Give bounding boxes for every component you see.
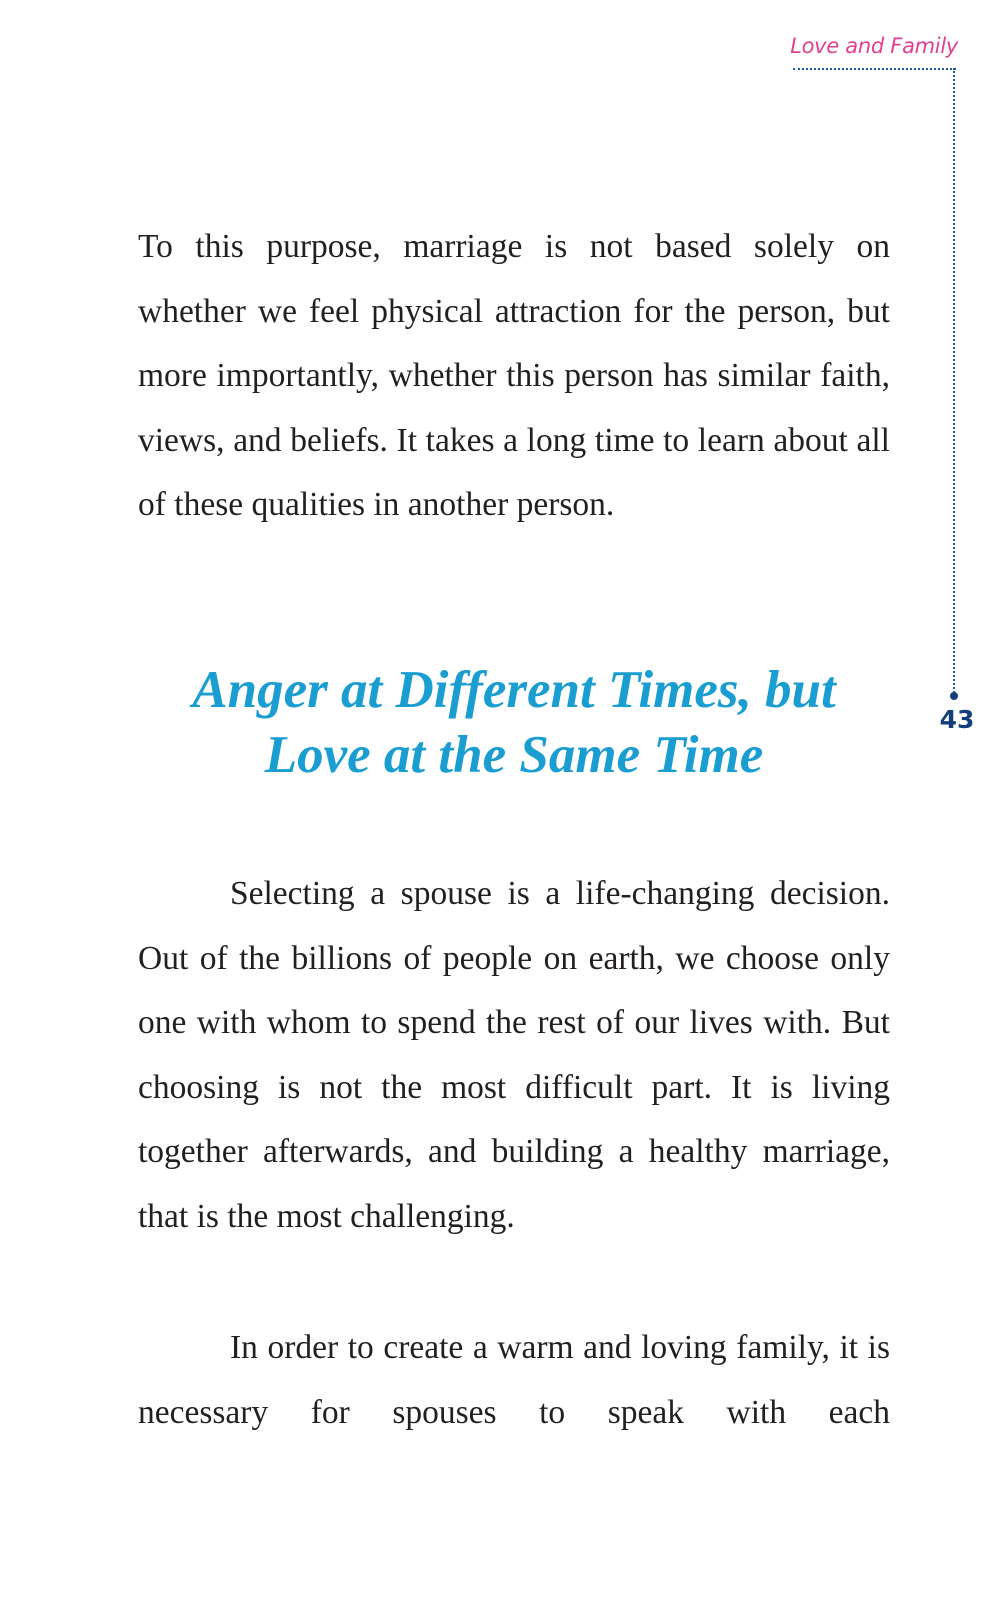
margin-dotted-rule bbox=[953, 68, 955, 693]
section-heading bbox=[138, 658, 890, 788]
section-heading-line-2: Love at the Same Time bbox=[264, 726, 764, 784]
body-paragraph-2: Selecting a spouse is a life-changing decision. Out of the billions of people on earth, we choose only one with whom to spend the rest of our lives with. But choosing is not the most difficult part. It is living together afterwards, and building a healthy marriage, that is the most challenging. bbox=[138, 875, 890, 1235]
section-heading-line-1: Anger at Different Times, but bbox=[192, 661, 836, 719]
header-dotted-rule bbox=[793, 68, 956, 70]
body-paragraph-1: To this purpose, marriage is not based solely on whether we feel physical attraction for the person, but more importantly, whether this person has similar faith, views, and beliefs. It takes a long time to learn about all of these qualities in another person. bbox=[138, 228, 890, 524]
running-header-title: Love and Family bbox=[790, 34, 958, 58]
rule-end-dot bbox=[950, 692, 958, 700]
page-number: 43 bbox=[939, 705, 975, 734]
body-paragraph-3: In order to create a warm and loving family, it is necessary for spouses to speak with each bbox=[138, 1329, 890, 1431]
